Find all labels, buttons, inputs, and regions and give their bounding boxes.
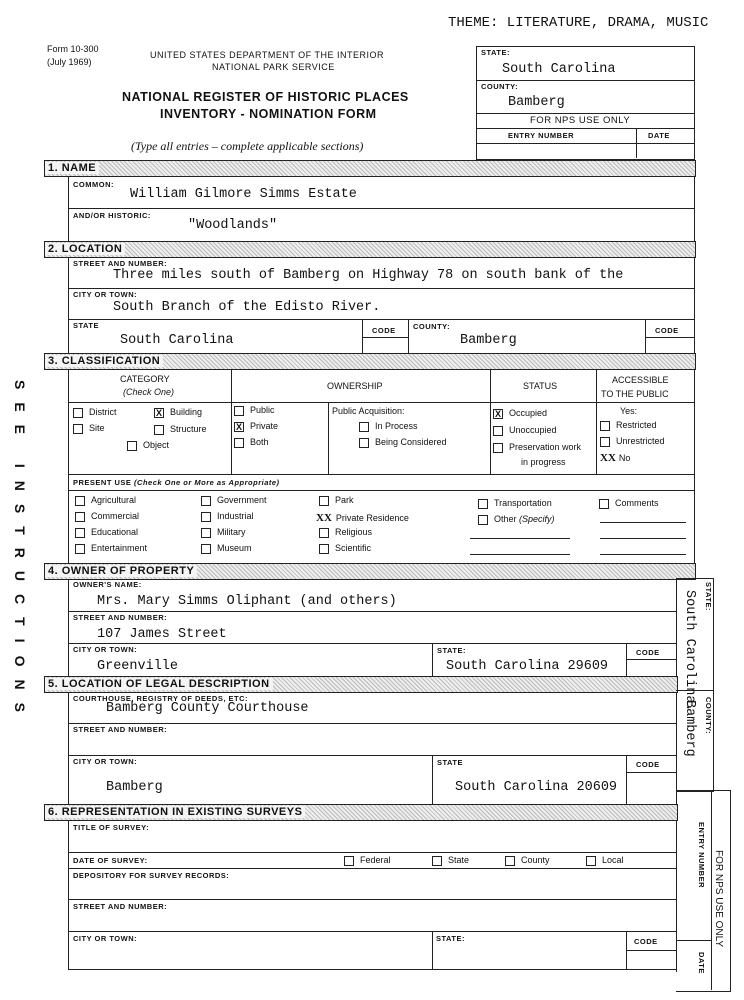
- text: Site: [89, 423, 105, 433]
- checkbox-public[interactable]: [234, 405, 275, 416]
- theme-label: THEME: LITERATURE, DRAMA, MUSIC: [448, 15, 709, 31]
- checkbox-box: X: [494, 408, 501, 419]
- checkbox-county[interactable]: [505, 855, 550, 866]
- label: STATE: [437, 758, 463, 767]
- text: Public: [250, 405, 275, 415]
- text: State: [448, 855, 470, 865]
- label: DATE OF SURVEY:: [73, 856, 148, 865]
- text: Museum: [217, 543, 252, 553]
- street-field[interactable]: Three miles south of Bamberg on Highway 78 on south bank of the: [113, 268, 624, 283]
- rule-line: [68, 490, 694, 491]
- checkbox-private[interactable]: [234, 421, 278, 432]
- checkbox-structure[interactable]: [154, 424, 207, 435]
- owner-state-field[interactable]: South Carolina 29609: [446, 659, 609, 674]
- label: STREET AND NUMBER:: [73, 725, 168, 734]
- rule-line: [645, 337, 694, 338]
- checkbox-box: X: [235, 421, 242, 432]
- rule-line: [711, 790, 712, 990]
- text: Government: [217, 495, 267, 505]
- checkbox-occupied[interactable]: [493, 408, 547, 419]
- label: COUNTY:: [413, 322, 451, 331]
- checkbox-district[interactable]: [73, 407, 117, 418]
- side-state: South Carolina.: [682, 590, 697, 712]
- checkbox-restricted[interactable]: [600, 420, 657, 431]
- rule-line: [432, 931, 433, 969]
- rule-line: [476, 128, 694, 129]
- owner-name-field[interactable]: Mrs. Mary Simms Oliphant (and others): [97, 594, 397, 609]
- city-field[interactable]: South Branch of the Edisto River.: [113, 300, 381, 315]
- rule-line: [600, 554, 686, 555]
- label: STATE:: [437, 646, 466, 655]
- text: In Process: [375, 421, 418, 431]
- checkbox-box: [127, 441, 137, 451]
- instructions: (Type all entries – complete applicable sections): [131, 139, 364, 153]
- checkbox-box: [493, 426, 503, 436]
- legal-state-field[interactable]: South Carolina 20609: [455, 780, 618, 795]
- label: CITY OR TOWN:: [73, 290, 138, 299]
- checkbox-box: X: [155, 407, 162, 418]
- rule-line: [68, 643, 676, 644]
- checkbox-box: [432, 856, 442, 866]
- text: Private Residence: [335, 513, 409, 523]
- label: STREET AND NUMBER:: [73, 259, 168, 268]
- label: CODE: [636, 648, 660, 657]
- label: TITLE OF SURVEY:: [73, 823, 150, 832]
- text: District: [89, 407, 117, 417]
- rule-line: [68, 931, 676, 932]
- text: Educational: [91, 527, 139, 537]
- checkbox-box: [234, 438, 244, 448]
- rule-line: [68, 852, 676, 853]
- checkbox-box: [493, 443, 503, 453]
- label: CITY OR TOWN:: [73, 934, 138, 943]
- label: in progress: [521, 457, 566, 467]
- checkbox-both[interactable]: [234, 437, 269, 448]
- rule-line: [328, 402, 329, 474]
- section-title: 6. REPRESENTATION IN EXISTING SURVEYS: [45, 806, 305, 818]
- rule-line: [68, 868, 676, 869]
- checkbox-unrestricted[interactable]: [600, 436, 665, 447]
- rule-line: [470, 554, 570, 555]
- checkbox-unoccupied[interactable]: [493, 425, 557, 436]
- checkbox-box: [600, 421, 610, 431]
- rule-line: [68, 474, 694, 475]
- text: (Check One or More as Appropriate): [134, 478, 280, 487]
- section-title: 5. LOCATION OF LEGAL DESCRIPTION: [45, 678, 273, 690]
- rule-line: [68, 288, 694, 289]
- label: FOR NPS USE ONLY: [530, 115, 631, 126]
- checkbox-box: [319, 544, 329, 554]
- checkbox-object[interactable]: [127, 440, 169, 451]
- text: Military: [217, 527, 246, 537]
- rule-line: [600, 522, 686, 523]
- label: ENTRY NUMBER: [697, 822, 706, 889]
- section-1-bar: [44, 160, 696, 177]
- checkbox-box: [75, 496, 85, 506]
- courthouse-field[interactable]: Bamberg County Courthouse: [106, 701, 309, 716]
- checkbox-in-process[interactable]: [359, 421, 418, 432]
- label: Yes:: [620, 406, 638, 416]
- checkbox-museum[interactable]: [201, 543, 252, 554]
- common-name-field[interactable]: William Gilmore Simms Estate: [130, 187, 357, 202]
- checkbox-box: [234, 406, 244, 416]
- checkbox-box: [599, 499, 609, 509]
- checkbox-building[interactable]: [154, 407, 202, 418]
- section-2-bar: [44, 241, 696, 258]
- checkbox-being-considered[interactable]: [359, 437, 447, 448]
- text: Other: [494, 514, 517, 524]
- label: FOR NPS USE ONLY: [713, 850, 724, 948]
- label: COUNTY:: [704, 697, 713, 735]
- rule-line: [490, 369, 491, 474]
- label: STATE:: [704, 582, 713, 611]
- text: Scientific: [335, 543, 372, 553]
- text: Federal: [360, 855, 391, 865]
- ownership-header: OWNERSHIP: [327, 381, 383, 391]
- section-4-bar: [44, 563, 696, 580]
- text: Unoccupied: [509, 425, 557, 435]
- checkbox-box: [75, 512, 85, 522]
- text: XX: [316, 512, 332, 524]
- text: Restricted: [616, 420, 657, 430]
- checkbox-box: [73, 408, 83, 418]
- rule-line: [476, 113, 694, 114]
- checkbox-box: [201, 512, 211, 522]
- text: Being Considered: [375, 437, 447, 447]
- checkbox-box: [319, 528, 329, 538]
- form-subtitle: INVENTORY - NOMINATION FORM: [160, 107, 377, 121]
- text: County: [521, 855, 550, 865]
- checkbox-comments[interactable]: [599, 498, 659, 509]
- label: COMMON:: [73, 180, 114, 189]
- label: STREET AND NUMBER:: [73, 613, 168, 622]
- text: Entertainment: [91, 543, 148, 553]
- checkbox-private-residence[interactable]: [316, 512, 409, 524]
- county-field[interactable]: Bamberg: [460, 333, 517, 348]
- checkbox-military[interactable]: [201, 527, 246, 538]
- label: COURTHOUSE, REGISTRY OF DEEDS, ETC:: [73, 694, 249, 703]
- status-header: STATUS: [523, 381, 558, 391]
- checkbox-scientific[interactable]: [319, 543, 371, 554]
- owner-city-field[interactable]: Greenville: [97, 659, 179, 674]
- label: TO THE PUBLIC: [601, 389, 669, 399]
- text: Religious: [335, 527, 373, 537]
- text: PRESENT USE: [73, 478, 132, 487]
- checkbox-agricultural[interactable]: [75, 495, 136, 506]
- rule-line: [362, 319, 363, 353]
- checkbox-entertainment[interactable]: [75, 543, 147, 554]
- text: No: [618, 453, 631, 463]
- checkbox-box: [201, 528, 211, 538]
- label: STATE: [73, 321, 99, 330]
- text: Unrestricted: [616, 436, 665, 446]
- checkbox-box: [201, 496, 211, 506]
- checkbox-government[interactable]: [201, 495, 267, 506]
- rule-line: [432, 755, 433, 805]
- checkbox-federal[interactable]: [344, 855, 391, 866]
- checkbox-state[interactable]: [432, 855, 469, 866]
- rule-line: [68, 899, 676, 900]
- label: COUNTY:: [481, 82, 519, 91]
- rule-line: [68, 319, 694, 320]
- text: Both: [250, 437, 269, 447]
- checkbox-box: [359, 438, 369, 448]
- text: Object: [143, 440, 170, 450]
- section-title: 1. NAME: [45, 162, 99, 174]
- accessible-header: ACCESSIBLE: [612, 375, 669, 385]
- header-county: Bamberg: [508, 95, 565, 110]
- rule-line: [68, 611, 676, 612]
- checkbox-box: [75, 544, 85, 554]
- section-title: 3. CLASSIFICATION: [45, 355, 163, 367]
- section-title: 4. OWNER OF PROPERTY: [45, 565, 197, 577]
- rule-line: [68, 402, 694, 403]
- text: Commercial: [91, 511, 140, 521]
- text: Private: [250, 421, 279, 431]
- checkbox-preservation[interactable]: [493, 442, 581, 453]
- present-use-label: [73, 478, 280, 487]
- label: CODE: [372, 326, 396, 335]
- rule-line: [68, 208, 694, 209]
- checkbox-box: [75, 528, 85, 538]
- checkbox-religious[interactable]: [319, 527, 372, 538]
- section-3-bar: [44, 353, 696, 370]
- checkbox-site[interactable]: [73, 423, 105, 434]
- text: Industrial: [217, 511, 254, 521]
- rule-line: [694, 176, 695, 578]
- checkbox-box: [478, 499, 488, 509]
- checkbox-box: [319, 496, 329, 506]
- checkbox-no[interactable]: [600, 452, 630, 464]
- legal-city-field[interactable]: Bamberg: [106, 780, 163, 795]
- rule-line: [626, 772, 676, 773]
- rule-line: [470, 538, 570, 539]
- form-date: (July 1969): [47, 57, 92, 67]
- historic-name-field[interactable]: "Woodlands": [188, 218, 278, 233]
- form-number: Form 10-300: [47, 44, 99, 54]
- label: STATE:: [436, 934, 465, 943]
- label: CODE: [634, 937, 658, 946]
- owner-street-field[interactable]: 107 James Street: [97, 627, 227, 642]
- rule-line: [676, 940, 711, 941]
- rule-line: [408, 319, 409, 353]
- label: AND/OR HISTORIC:: [73, 211, 151, 220]
- label: CODE: [636, 760, 660, 769]
- side-instructions: SEE INSTRUCTIONS: [12, 380, 28, 725]
- category-header: CATEGORY: [120, 374, 170, 384]
- label: DEPOSITORY FOR SURVEY RECORDS:: [73, 871, 230, 880]
- rule-line: [600, 538, 686, 539]
- checkbox-box: [586, 856, 596, 866]
- section-5-bar: [44, 676, 678, 693]
- rule-line: [231, 369, 232, 474]
- checkbox-educational[interactable]: [75, 527, 138, 538]
- checkbox-park[interactable]: [319, 495, 354, 506]
- rule-line: [626, 950, 676, 951]
- checkbox-transportation[interactable]: [478, 498, 552, 509]
- text: Agricultural: [91, 495, 137, 505]
- text: (Specify): [519, 514, 555, 524]
- label: STATE:: [481, 48, 510, 57]
- label: DATE: [648, 131, 670, 140]
- rule-line: [68, 755, 676, 756]
- text: Structure: [170, 424, 207, 434]
- text: Building: [170, 407, 203, 417]
- label: OWNER'S NAME:: [73, 580, 142, 589]
- text: Park: [335, 495, 354, 505]
- checkbox-box: [505, 856, 515, 866]
- label: STREET AND NUMBER:: [73, 902, 168, 911]
- checkbox-box: [600, 437, 610, 447]
- label: DATE: [697, 952, 706, 974]
- checkbox-other[interactable]: [478, 514, 555, 525]
- header-state: South Carolina: [502, 62, 616, 77]
- rule-line: [68, 969, 676, 970]
- form-title: NATIONAL REGISTER OF HISTORIC PLACES: [122, 90, 409, 104]
- rule-line: [362, 337, 408, 338]
- section-title: 2. LOCATION: [45, 243, 125, 255]
- checkbox-industrial[interactable]: [201, 511, 254, 522]
- state-field[interactable]: South Carolina: [120, 333, 234, 348]
- label: Public Acquisition:: [332, 406, 405, 416]
- text: Preservation work: [509, 442, 582, 452]
- side-county: Bamberg: [682, 700, 697, 757]
- rule-line: [432, 643, 433, 676]
- checkbox-box: [154, 425, 164, 435]
- label: CITY OR TOWN:: [73, 645, 138, 654]
- rule-line: [626, 659, 676, 660]
- checkbox-box: [201, 544, 211, 554]
- label: CITY OR TOWN:: [73, 757, 138, 766]
- checkbox-commercial[interactable]: [75, 511, 139, 522]
- checkbox-box: [73, 424, 83, 434]
- rule-line: [476, 80, 694, 81]
- rule-line: [476, 143, 694, 144]
- checkbox-local[interactable]: [586, 855, 624, 866]
- label: CODE: [655, 326, 679, 335]
- text: XX: [600, 452, 616, 464]
- text: Occupied: [509, 408, 548, 418]
- section-6-bar: [44, 804, 678, 821]
- rule-line: [596, 369, 597, 474]
- rule-line: [626, 755, 627, 805]
- checkbox-box: [359, 422, 369, 432]
- service: NATIONAL PARK SERVICE: [212, 62, 335, 72]
- label: ENTRY NUMBER: [508, 131, 575, 140]
- rule-line: [68, 723, 676, 724]
- text: Comments: [615, 498, 659, 508]
- checkbox-box: [478, 515, 488, 525]
- text: Local: [602, 855, 624, 865]
- label: (Check One): [123, 387, 175, 397]
- department: UNITED STATES DEPARTMENT OF THE INTERIOR: [150, 50, 385, 60]
- checkbox-box: [344, 856, 354, 866]
- rule-line: [645, 319, 646, 353]
- text: Transportation: [494, 498, 552, 508]
